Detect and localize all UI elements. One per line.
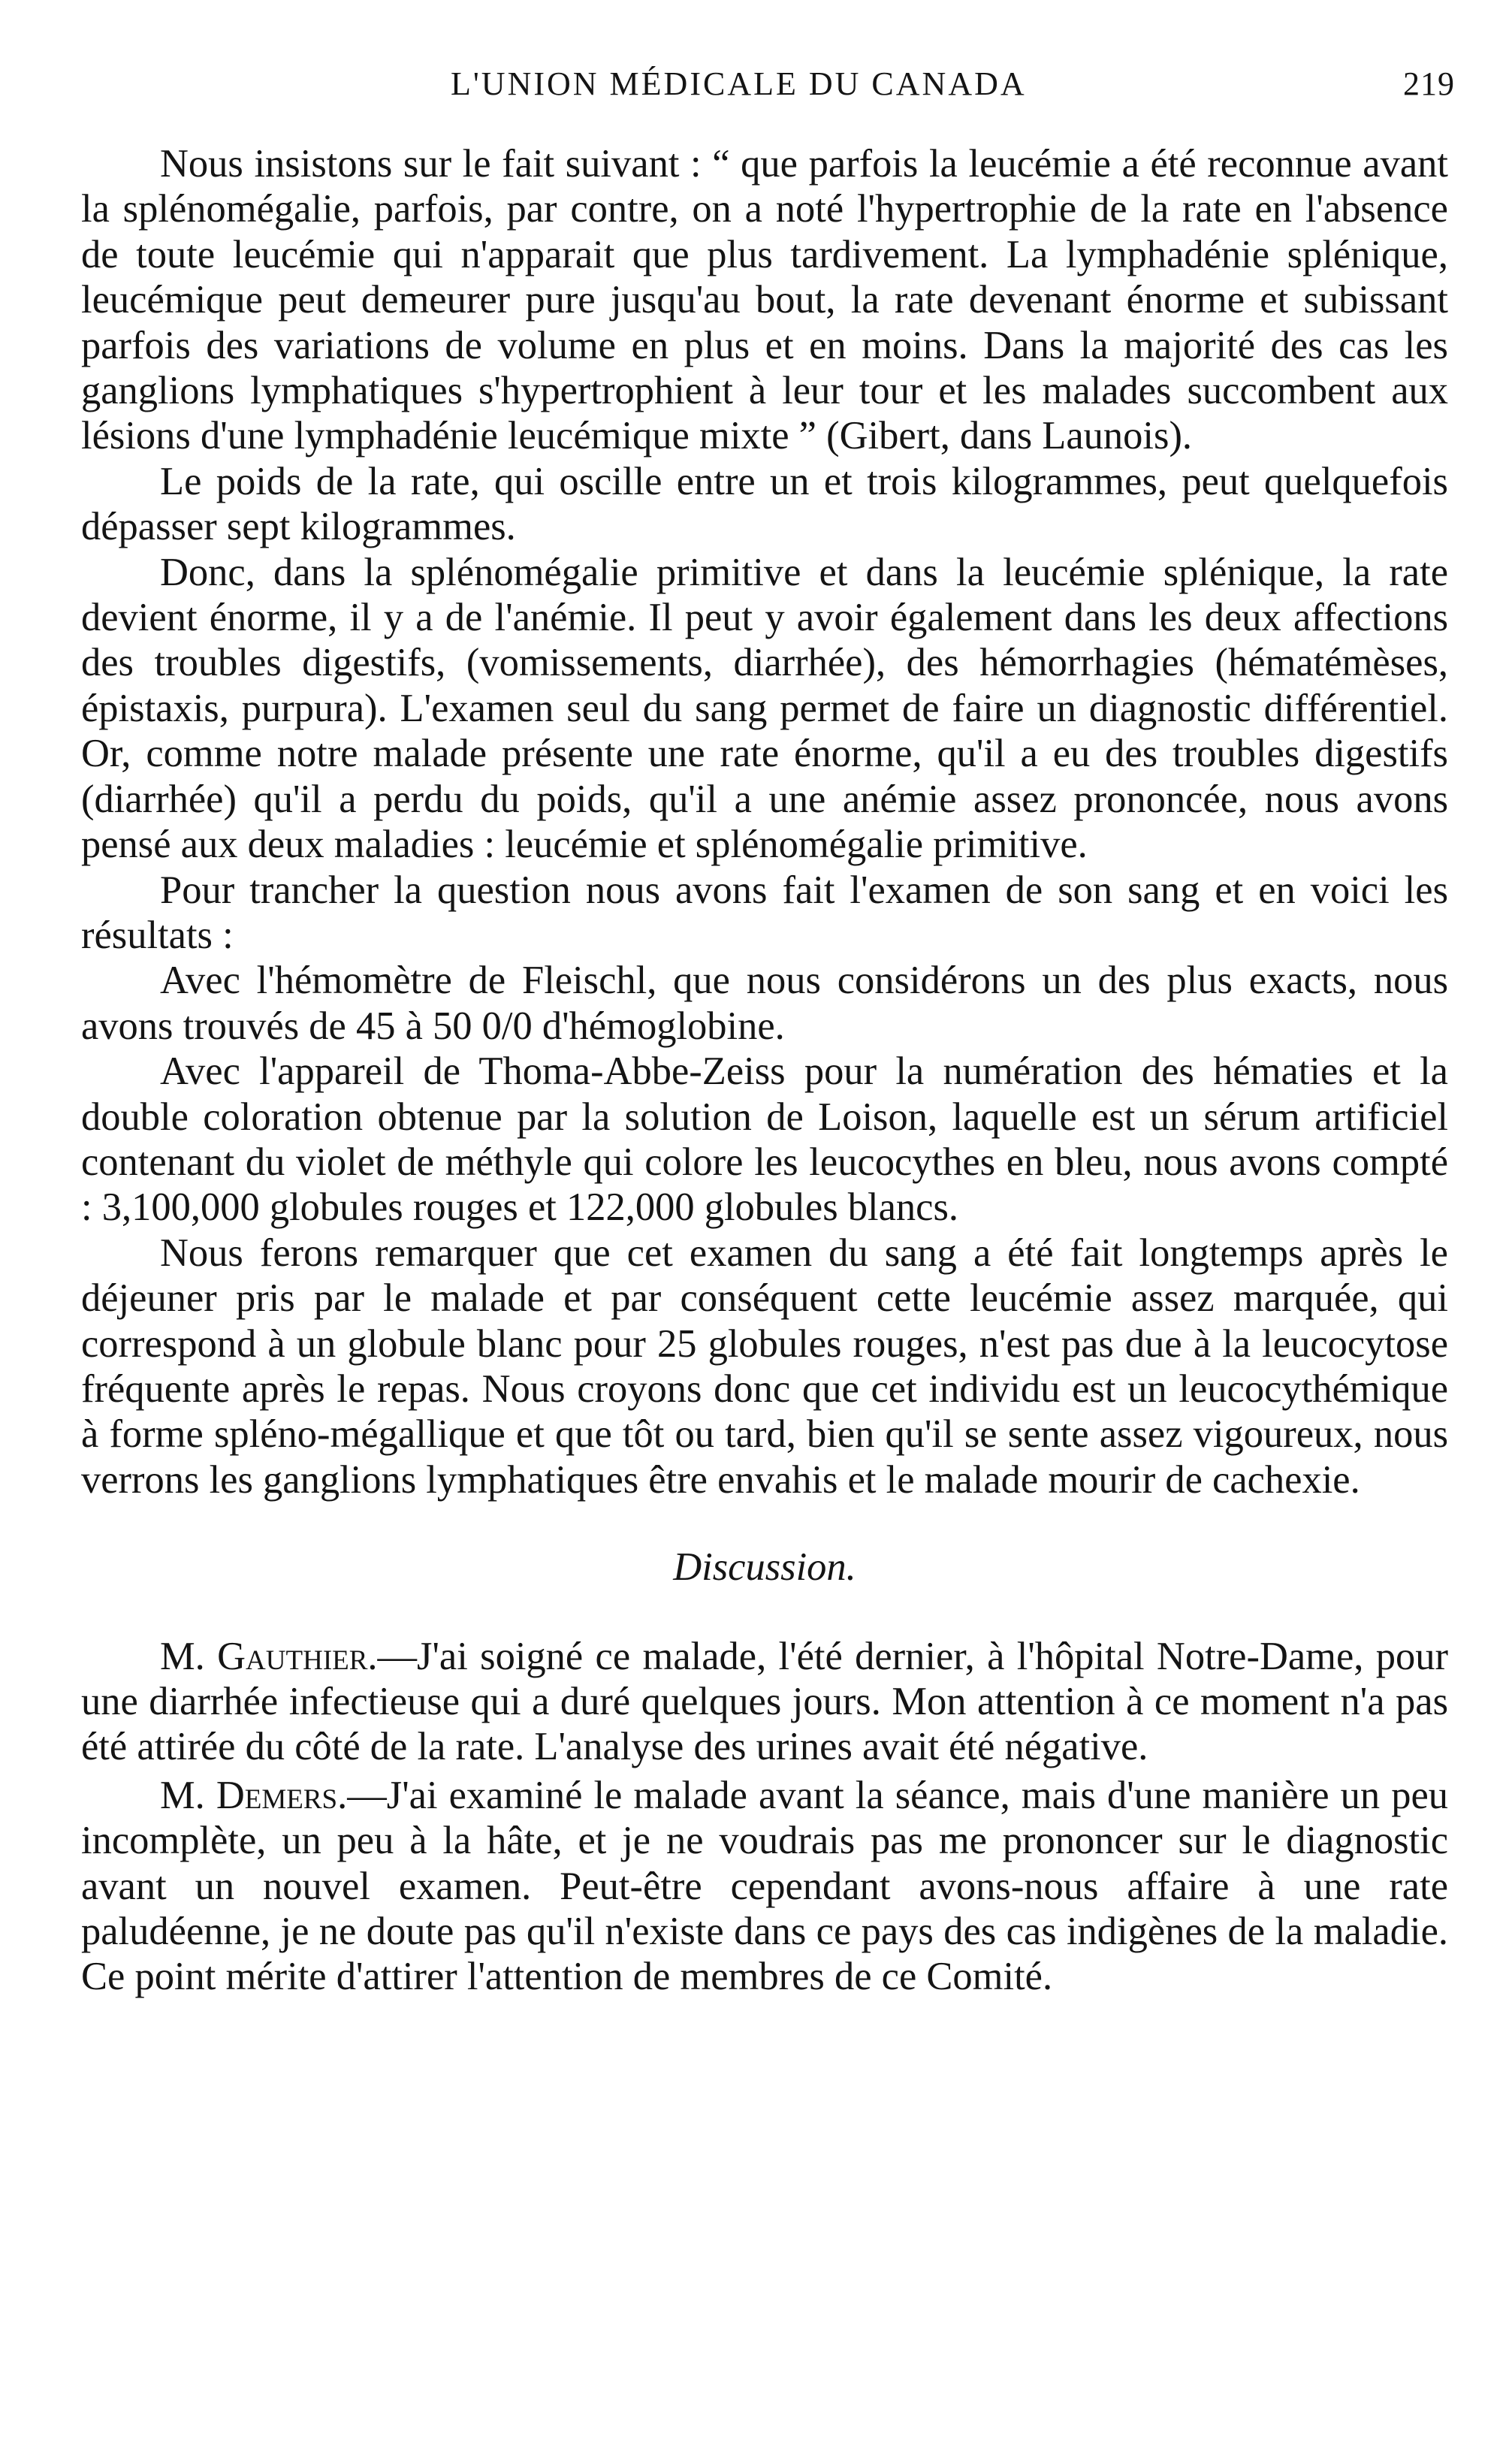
paragraph-leukemia-splenomegaly: Nous insistons sur le fait suivant : “ que parfois la leucémie a été reconnue avant la splénomégalie, parfois, par contre, on a noté l'hypertrophie de la rate en l'absence de toute leucémie qui n'apparait que plus tardivement. La lymphadénie splénique, leucémique peut demeurer pure jusqu'au bout, la rate devenant énorme et subissant parfois des variations de volume en plus et en moins. Dans la majorité des cas les ganglions lymphatiques s'hypertrophient à leur tour et les malades succombent aux lésions d'une lymphadénie leucémique mixte ” (Gibert, dans Launois). [81,142,1448,458]
speaker-name: M. Gauthier. [160,1634,378,1678]
page-header [0,65,1512,110]
remark-text: —J'ai examiné le malade avant la séance, mais d'une manière un peu incomplète, un peu à la hâte, et je ne voudrais pas me prononcer sur le diagnostic avant un nouvel examen. Peut-être cependant avons-nous affaire à une rate paludéenne, je ne doute pas qu'il n'existe dans ce pays des cas indigènes de la maladie. Ce point mérite d'attirer l'attention de membres de ce Comité. [81,1773,1449,1999]
article-body [81,141,1448,2000]
remark-text: —J'ai soigné ce malade, l'été dernier, à l'hôpital Notre-Dame, pour une diarrhée infectieuse qui a duré quelques jours. Mon attention à ce moment n'a pas été attirée du côté de la rate. L'analyse des urines avait été négative. [81,1634,1448,1769]
page-number: 219 [1403,65,1455,102]
paragraph-differential-diagnosis: Donc, dans la splénomégalie primitive et dans la leucémie splénique, la rate devient énorme, il y a de l'anémie. Il peut y avoir également dans les deux affections des troubles digestifs, (vomissements, diarrhée), des hémorrhagies (hématémèses, épistaxis, purpura). L'examen seul du sang permet de faire un diagnostic différentiel. Or, comme notre malade présente une rate énorme, qu'il a eu des troubles digestifs (diarrhée) qu'il a perdu du poids, qu'il a une anémie assez prononcée, nous avons pensé aux deux maladies : leucémie et splénomégalie primitive. [81,550,1448,867]
discussion-remark-gauthier [81,1634,1448,1770]
paragraph-spleen-weight: Le poids de la rate, qui oscille entre un et trois kilogrammes, peut quelquefois dépasser sept kilogrammes. [81,459,1448,549]
speaker-name: M. Demers. [160,1773,348,1817]
running-title: L'UNION MÉDICALE DU CANADA [451,65,1027,102]
discussion-heading: Discussion. [673,1545,856,1590]
paragraph-conclusion: Nous ferons remarquer que cet examen du sang a été fait longtemps après le déjeuner pris par le malade et par conséquent cette leucémie assez marquée, qui correspond à un globule blanc pour 25 globules rouges, n'est pas due à la leucocytose fréquente après le repas. Nous croyons donc que cet individu est un leucocythémique à forme spléno-mégallique et que tôt ou tard, bien qu'il se sente assez vigoureux, nous verrons les ganglions lymphatiques être envahis et le malade mourir de cachexie. [81,1231,1448,1502]
paragraph-cell-count: Avec l'appareil de Thoma-Abbe-Zeiss pour la numération des hématies et la double coloration obtenue par la solution de Loison, laquelle est un sérum artificiel contenant du violet de méthyle qui colore les leucocythes en bleu, nous avons compté : 3,100,000 globules rouges et 122,000 globules blancs. [81,1049,1448,1230]
paragraph-blood-exam-intro: Pour trancher la question nous avons fait l'examen de son sang et en voici les résultats : [81,868,1448,957]
discussion-remark-demers [81,1773,1448,2000]
paragraph-hemoglobin: Avec l'hémomètre de Fleischl, que nous considérons un des plus exacts, nous avons trouvés de 45 à 50 0/0 d'hémoglobine. [81,959,1448,1048]
